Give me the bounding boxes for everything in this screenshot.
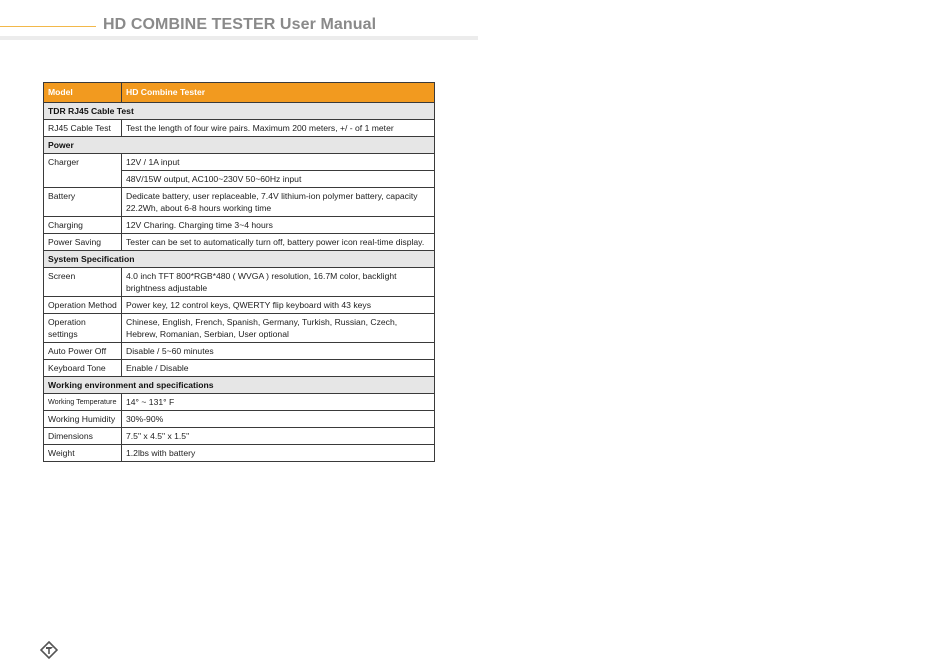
row-label-work-temp: Working Temperature [44,394,122,411]
row-value-op-method: Power key, 12 control keys, QWERTY flip keyboard with 43 keys [122,297,435,314]
section-title-tdr: TDR RJ45 Cable Test [44,103,435,120]
table-row [44,234,435,251]
row-label-battery: Battery [44,188,122,217]
row-value-kb-tone: Enable / Disable [122,360,435,377]
row-label-rj45: RJ45 Cable Test [44,120,122,137]
row-value-weight: 1.2lbs with battery [122,445,435,462]
brand-logo-icon [40,641,58,659]
table-row [44,314,435,343]
header-accent-line [0,26,96,27]
row-label-screen: Screen [44,268,122,297]
section-row-power [44,137,435,154]
row-label-auto-off: Auto Power Off [44,343,122,360]
row-label-op-settings: Operation settings [44,314,122,343]
row-value-charger-1: 12V / 1A input [122,154,435,171]
header-rule [0,36,478,40]
row-value-power-saving: Tester can be set to automatically turn off, battery power icon real-time display. [122,234,435,251]
section-row-working [44,377,435,394]
row-label-charging: Charging [44,217,122,234]
spec-table [43,82,435,462]
section-title-system: System Specification [44,251,435,268]
row-label-weight: Weight [44,445,122,462]
table-header-row [44,83,435,103]
row-value-work-temp: 14° ~ 131° F [122,394,435,411]
row-value-charger-2: 48V/15W output, AC100~230V 50~60Hz input [122,171,435,188]
page-title: HD COMBINE TESTER User Manual [103,16,377,33]
row-value-work-hum: 30%-90% [122,411,435,428]
table-row [44,360,435,377]
row-value-rj45: Test the length of four wire pairs. Maximum 200 meters, +/ - of 1 meter [122,120,435,137]
table-row [44,120,435,137]
row-label-kb-tone: Keyboard Tone [44,360,122,377]
section-title-power: Power [44,137,435,154]
row-label-op-method: Operation Method [44,297,122,314]
table-row [44,428,435,445]
table-row [44,154,435,171]
header-cell-product: HD Combine Tester [122,83,435,103]
table-row [44,268,435,297]
row-label-charger: Charger [44,154,122,188]
table-row [44,217,435,234]
table-row [44,394,435,411]
row-value-charging: 12V Charing. Charging time 3~4 hours [122,217,435,234]
table-row [44,445,435,462]
row-value-screen: 4.0 inch TFT 800*RGB*480 ( WVGA ) resolution, 16.7M color, backlight brightness adjustable [122,268,435,297]
section-title-working: Working environment and specifications [44,377,435,394]
row-value-battery: Dedicate battery, user replaceable, 7.4V lithium-ion polymer battery, capacity 22.2Wh, about 6-8 hours working time [122,188,435,217]
section-row-tdr [44,103,435,120]
row-label-power-saving: Power Saving [44,234,122,251]
row-label-dimensions: Dimensions [44,428,122,445]
row-label-work-hum: Working Humidity [44,411,122,428]
table-row [44,411,435,428]
row-value-op-settings: Chinese, English, French, Spanish, Germany, Turkish, Russian, Czech, Hebrew, Romanian, Serbian, User optional [122,314,435,343]
table-row [44,188,435,217]
row-value-dimensions: 7.5" x 4.5" x 1.5" [122,428,435,445]
row-value-auto-off: Disable / 5~60 minutes [122,343,435,360]
table-row [44,297,435,314]
section-row-system [44,251,435,268]
table-row [44,343,435,360]
header-cell-model: Model [44,83,122,103]
